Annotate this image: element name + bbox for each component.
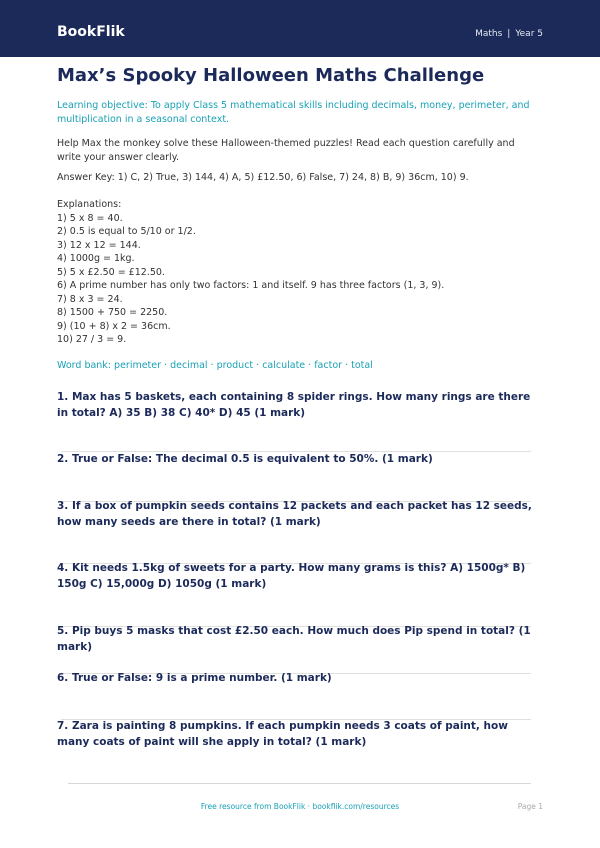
footer-credit: Free resource from BookFlik · bookflik.com/resources xyxy=(200,802,400,811)
header-meta xyxy=(475,28,543,40)
page-title: Max’s Spooky Halloween Maths Challenge xyxy=(57,65,485,86)
explanation-item: 2) 0.5 is equal to 5/10 or 1/2. xyxy=(57,226,196,237)
explanation-item: 5) 5 x £2.50 = £12.50. xyxy=(57,266,165,278)
learning-objective: Learning objective: To apply Class 5 mathematical skills including decimals, money, perimeter, and multiplication in a seasonal context. xyxy=(57,100,530,125)
question-2: 2. True or False: The decimal 0.5 is equivalent to 50%. (1 mark) xyxy=(57,453,433,465)
explanation-item: 1) 5 x 8 = 40. xyxy=(57,212,123,224)
explanations-heading: Explanations: xyxy=(57,199,122,210)
answer-key: Answer Key: 1) C, 2) True, 3) 144, 4) A, 5) £12.50, 6) False, 7) 24, 8) B, 9) 36cm, 10) 9. xyxy=(57,172,469,183)
explanations xyxy=(57,198,541,347)
intro-text: Help Max the monkey solve these Halloween-themed puzzles! Read each question carefully and write your answer clearly. xyxy=(57,138,515,163)
word-bank: Word bank: perimeter · decimal · product · calculate · factor · total xyxy=(57,360,373,371)
question-5: 5. Pip buys 5 masks that cost £2.50 each. How much does Pip spend in total? (1 mark) xyxy=(57,625,531,653)
question-1: 1. Max has 5 baskets, each containing 8 spider rings. How many rings are there in total? A) 35 B) 38 C) 40* D) 45 (1 mark) xyxy=(57,391,531,419)
meta-separator: | xyxy=(507,29,511,39)
brand-logo: BookFlik xyxy=(57,24,125,40)
page-number: Page 1 xyxy=(517,802,543,811)
explanation-item: 10) 27 / 3 = 9. xyxy=(57,334,127,345)
explanation-item: 3) 12 x 12 = 144. xyxy=(57,239,141,251)
explanation-item: 4) 1000g = 1kg. xyxy=(57,253,135,264)
explanation-item: 9) (10 + 8) x 2 = 36cm. xyxy=(57,320,171,332)
explanation-item: 7) 8 x 3 = 24. xyxy=(57,293,123,305)
year-label: Year 5 xyxy=(515,29,543,39)
question-7: 7. Zara is painting 8 pumpkins. If each pumpkin needs 3 coats of paint, how many coats of paint will she apply in total? (1 mark) xyxy=(57,720,508,748)
question-3: 3. If a box of pumpkin seeds contains 12 packets and each packet has 12 seeds, how many seeds are there in total? (1 mark) xyxy=(57,500,532,528)
page-header xyxy=(0,0,600,57)
explanation-item: 6) A prime number has only two factors: 1 and itself. 9 has three factors (1, 3, 9). xyxy=(57,280,445,291)
footer-divider xyxy=(68,783,531,784)
question-6: 6. True or False: 9 is a prime number. (1 mark) xyxy=(57,672,332,684)
subject-label: Maths xyxy=(475,29,503,39)
explanation-item: 8) 1500 + 750 = 2250. xyxy=(57,307,168,318)
question-4: 4. Kit needs 1.5kg of sweets for a party. How many grams is this? A) 1500g* B) 150g C) 15,000g D) 1050g (1 mark) xyxy=(57,562,526,590)
